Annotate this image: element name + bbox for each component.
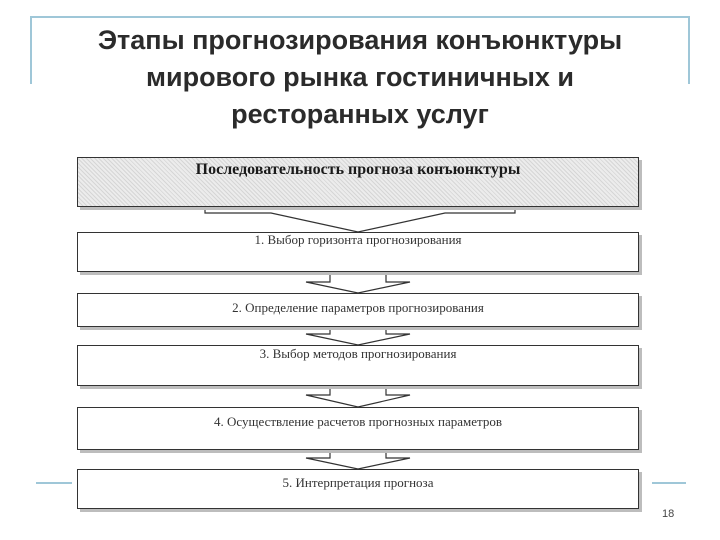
step-label: 3. Выбор методов прогнозирования (259, 345, 457, 361)
title-line-2: мирового рынка гостиничных и (146, 62, 574, 92)
step-box-5 (77, 469, 639, 509)
step-box-2 (77, 293, 639, 327)
title-line-3: ресторанных услуг (231, 99, 489, 129)
step-label: 1. Выбор горизонта прогнозирования (254, 232, 462, 247)
step-box-3 (77, 345, 639, 386)
step-box-1 (77, 232, 639, 272)
arrow-header-to-step-1 (205, 207, 515, 232)
arrow-step-2-to-step-3 (306, 327, 410, 345)
arrow-step-1-to-step-2 (306, 272, 410, 293)
sequence-header-box (77, 157, 639, 207)
step-box-4 (77, 407, 639, 450)
arrow-step-4-to-step-5 (306, 450, 410, 469)
step-label: 2. Определение параметров прогнозирования (232, 300, 484, 315)
step-label: 5. Интерпретация прогноза (282, 475, 434, 490)
step-label: 4. Осуществление расчетов прогнозных параметров (214, 413, 502, 429)
page-number: 18 (662, 508, 675, 520)
arrow-step-3-to-step-4 (306, 386, 410, 407)
sequence-header-text: Последовательность прогноза конъюнктуры (195, 161, 521, 178)
title-line-1: Этапы прогнозирования конъюнктуры (97, 25, 623, 55)
